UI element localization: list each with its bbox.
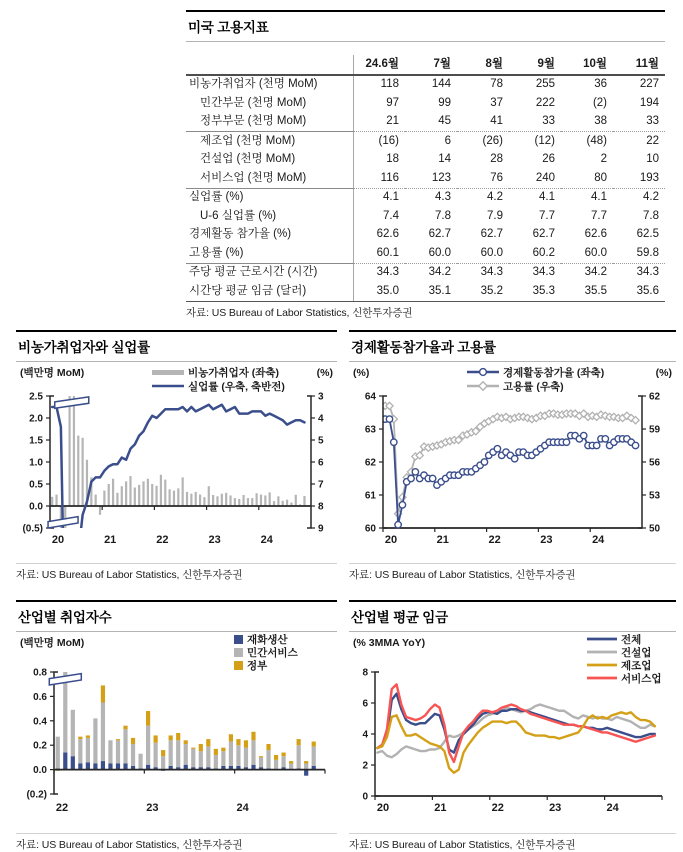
svg-text:비농가취업자 (좌축): 비농가취업자 (좌축) [188,367,280,379]
table-cell: 28 [490,153,503,166]
table-cell: 255 [535,78,555,91]
table-cell: 33 [509,113,561,132]
svg-text:23: 23 [540,534,553,546]
table-row [186,263,665,282]
svg-text:(0.2): (0.2) [26,789,47,801]
svg-text:0.4: 0.4 [33,716,47,728]
table-cell: 35.1 [405,282,457,301]
svg-text:62: 62 [364,457,376,469]
row-label: 제조업 (천명 MoM) [200,134,296,147]
table-cell: 4.2 [643,191,659,204]
table-row [186,169,665,188]
svg-text:60: 60 [364,523,376,535]
svg-text:24: 24 [236,802,249,814]
table-row [186,207,665,226]
table-cell: (2) [592,96,607,109]
svg-text:2.0: 2.0 [29,413,43,425]
table-cell: 144 [431,78,451,91]
table-cell: 35.3 [509,282,561,301]
table-cell: 34.2 [428,266,451,279]
col-header: 8월 [457,55,509,75]
table-cell: 26 [542,153,555,166]
table-row [186,244,665,263]
svg-text:21: 21 [434,802,447,814]
table-cell: 60.0 [405,244,457,263]
table-cell: (26) [482,134,503,147]
svg-text:(%): (%) [316,367,333,379]
svg-text:(%): (%) [655,367,672,379]
table-title: 미국 고용지표 [186,10,665,42]
row-label: 고용률 (%) [186,244,353,263]
table-cell: 22 [646,134,659,147]
svg-text:0.5: 0.5 [29,479,43,491]
svg-text:22: 22 [55,802,69,814]
table-row [186,151,665,170]
col-header: 9월 [509,55,561,75]
table-cell: 123 [405,169,457,188]
table-cell: 59.8 [613,244,665,263]
svg-text:전체: 전체 [621,634,642,646]
svg-text:50: 50 [649,523,661,535]
table-cell: 14 [438,153,451,166]
svg-text:62: 62 [649,391,661,403]
table-cell: 62.7 [532,228,555,241]
table-cell: 222 [535,96,555,109]
svg-text:(백만명 MoM): (백만명 MoM) [20,367,85,379]
table-cell: 4.1 [591,191,607,204]
svg-text:6: 6 [318,457,324,469]
svg-text:0.8: 0.8 [33,667,47,679]
table-cell: 4.2 [487,191,503,204]
svg-text:(0.5): (0.5) [22,523,43,535]
table-source: 자료: US Bureau of Labor Statistics, 신한투자증권 [186,306,413,319]
svg-text:56: 56 [649,457,661,469]
table-cell: 4.1 [353,188,405,207]
svg-text:24: 24 [260,534,273,546]
svg-text:24: 24 [606,802,619,814]
participation-series [382,416,639,528]
table-cell: 60.2 [509,244,561,263]
table-cell: 35.2 [457,282,509,301]
employment-table [186,55,665,302]
table-cell: 193 [613,169,665,188]
row-label: 경제활동 참가율 (%) [189,228,292,241]
industry-payrolls-panel [16,600,337,852]
chart-title: 비농가취업자와 실업률 [16,330,337,362]
table-cell: 7.8 [435,209,451,222]
svg-text:민간서비스: 민간서비스 [247,647,298,659]
svg-text:0.0: 0.0 [29,501,43,513]
table-cell: 45 [405,113,457,132]
svg-text:22: 22 [491,802,504,814]
table-cell: 62.5 [636,228,659,241]
svg-text:22: 22 [488,534,501,546]
table-cell: (48) [586,134,607,147]
table-cell: 60.1 [353,244,405,263]
table-cell: 76 [457,169,509,188]
table-cell: 4.1 [539,191,555,204]
table-cell: 18 [353,151,405,170]
chart-source: 자료: US Bureau of Labor Statistics, 신한투자증권 [16,563,337,582]
svg-text:(백만명 MoM): (백만명 MoM) [20,637,85,649]
svg-text:23: 23 [146,802,159,814]
table-cell: 36 [594,78,607,91]
svg-text:20: 20 [51,534,65,546]
svg-text:1.0: 1.0 [29,457,43,469]
row-label: 건설업 (천명 MoM) [200,153,296,166]
table-cell: 60.0 [457,244,509,263]
chart-title: 경제활동참가율과 고용률 [349,330,676,362]
table-cell: 34.3 [532,266,555,279]
row-label: U-6 실업률 (%) [200,209,277,222]
table-cell: 34.3 [636,266,659,279]
wage-line-2 [377,712,654,772]
table-cell: 240 [509,169,561,188]
table-cell: 35.6 [613,282,665,301]
svg-text:8: 8 [362,667,368,679]
row-label: 실업률 (%) [189,191,244,204]
table-corner [186,55,353,75]
svg-text:64: 64 [364,391,376,403]
table-cell: 7.9 [487,209,503,222]
table-cell: 194 [639,96,659,109]
nonfarm-unemployment-chart [16,362,337,558]
table-cell: 4.3 [435,191,451,204]
table-row [186,132,665,151]
svg-text:서비스업: 서비스업 [621,673,662,685]
svg-text:59: 59 [649,424,661,436]
industry-wages-panel [349,600,676,852]
table-cell: 80 [561,169,613,188]
svg-text:(%): (%) [353,367,370,379]
svg-text:6: 6 [362,698,368,710]
row-label: 정부부문 (천명 MoM) [186,113,353,132]
col-header: 11월 [613,55,665,75]
table-cell: 38 [561,113,613,132]
table-row [186,282,665,301]
svg-text:0.2: 0.2 [33,740,47,752]
svg-text:3: 3 [318,391,324,403]
industry-payrolls-chart [16,632,337,828]
table-cell: 60.0 [561,244,613,263]
svg-text:21: 21 [436,534,449,546]
employment-table-section [186,10,665,320]
row-label: 시간당 평균 임금 (달러) [186,282,353,301]
svg-text:24: 24 [592,534,605,546]
svg-text:실업률 (우축, 축반전): 실업률 (우축, 축반전) [188,381,285,393]
table-row [186,113,665,132]
table-row [186,94,665,113]
table-cell: 227 [639,78,659,91]
table-cell: 62.6 [584,228,607,241]
table-cell: (16) [353,132,405,151]
svg-text:7: 7 [318,479,324,491]
table-header [186,55,665,75]
industry-wages-chart [349,632,676,828]
table-cell: 35.5 [561,282,613,301]
table-cell: 41 [457,113,509,132]
table-cell: 34.3 [353,263,405,282]
svg-text:고용률 (우축): 고용률 (우축) [503,381,564,393]
table-cell: 37 [490,96,503,109]
table-cell: 97 [353,94,405,113]
svg-text:4: 4 [362,729,368,741]
row-label: 서비스업 (천명 MoM) [186,169,353,188]
svg-text:61: 61 [364,490,376,502]
employment-rate-series [382,402,640,517]
chart-title: 산업별 취업자수 [16,600,337,632]
col-header: 7월 [405,55,457,75]
nonfarm-unemployment-panel [16,330,337,582]
svg-text:20: 20 [376,802,390,814]
table-cell: 34.2 [584,266,607,279]
table-row [186,75,665,95]
participation-employment-panel [349,330,676,582]
row-label: 주당 평균 근로시간 (시간) [189,266,318,279]
chart-source: 자료: US Bureau of Labor Statistics, 신한투자증권 [16,833,337,852]
svg-text:1.5: 1.5 [29,435,43,447]
table-cell: 7.7 [591,209,607,222]
table-cell: 34.3 [480,266,503,279]
svg-text:5: 5 [318,435,324,447]
table-cell: (12) [534,134,555,147]
svg-text:23: 23 [208,534,221,546]
table-cell: 21 [353,113,405,132]
chart-source: 자료: US Bureau of Labor Statistics, 신한투자증권 [349,833,676,852]
svg-text:2: 2 [362,760,368,772]
table-cell: 118 [353,75,405,95]
svg-text:8: 8 [318,501,324,513]
svg-text:제조업: 제조업 [621,660,652,672]
table-cell: 10 [646,153,659,166]
col-header: 24.6월 [353,55,405,75]
table-cell: 62.6 [353,226,405,245]
svg-text:53: 53 [649,490,661,502]
svg-text:9: 9 [318,523,324,535]
svg-text:0: 0 [362,791,368,803]
participation-employment-chart [349,362,676,558]
chart-title: 산업별 평균 임금 [349,600,676,632]
table-cell: 78 [490,78,503,91]
stacked-bars [56,667,316,776]
table-cell: 6 [444,134,451,147]
table-cell: 7.7 [539,209,555,222]
svg-text:정부: 정부 [247,660,268,672]
svg-text:(% 3MMA YoY): (% 3MMA YoY) [353,637,426,649]
svg-text:22: 22 [156,534,169,546]
col-header: 10월 [561,55,613,75]
svg-text:경제활동참가율 (좌축): 경제활동참가율 (좌축) [503,367,605,379]
chart-source: 자료: US Bureau of Labor Statistics, 신한투자증권 [349,563,676,582]
table-cell: 33 [613,113,665,132]
table-cell: 116 [353,169,405,188]
svg-text:23: 23 [549,802,562,814]
svg-text:4: 4 [318,413,324,425]
svg-text:63: 63 [364,424,376,436]
table-cell: 2 [600,153,607,166]
table-row [186,188,665,207]
table-cell: 7.4 [353,207,405,226]
svg-text:0.0: 0.0 [33,765,47,777]
table-cell: 62.7 [428,228,451,241]
table-cell: 35.0 [353,282,405,301]
svg-text:21: 21 [104,534,117,546]
svg-text:0.6: 0.6 [33,691,47,703]
svg-text:2.5: 2.5 [29,391,43,403]
svg-text:건설업: 건설업 [621,647,652,659]
row-label: 민간부문 (천명 MoM) [200,96,307,109]
row-label: 비농가취업자 (천명 MoM) [189,78,318,91]
table-cell: 62.7 [480,228,503,241]
table-cell: 7.8 [643,209,659,222]
table-cell: 99 [438,96,451,109]
svg-text:20: 20 [384,534,398,546]
svg-text:재화생산: 재화생산 [247,634,288,646]
table-row [186,226,665,245]
